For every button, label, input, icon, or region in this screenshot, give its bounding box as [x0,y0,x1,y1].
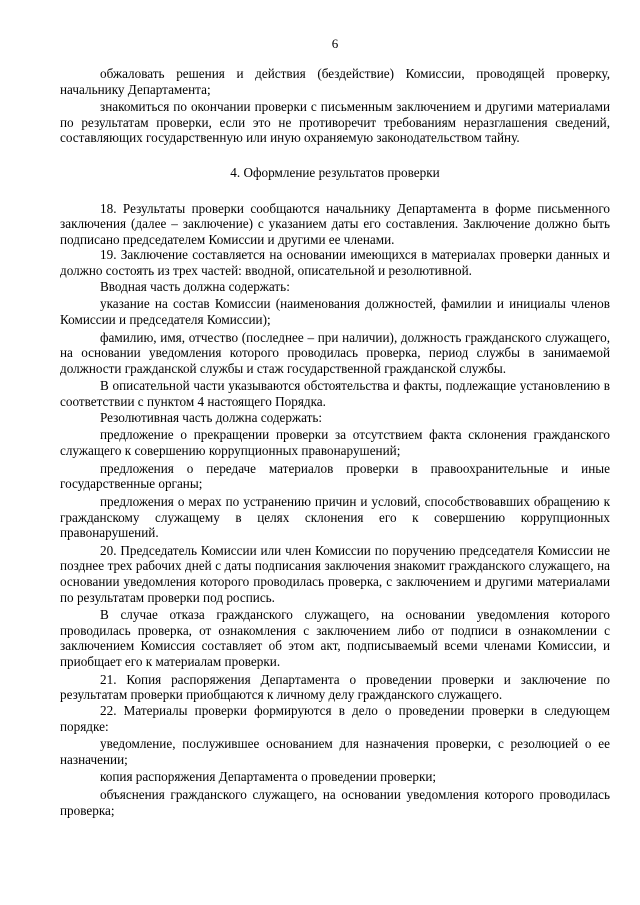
paragraph-transfer-proposal: предложения о передаче материалов проверки в правоохранительные и иные государственные органы; [60,460,610,492]
paragraph-18: 18. Результаты проверки сообщаются начальнику Департамента в форме письменного заключения (далее – заключение) с указанием даты его составления. Заключение должно быть подписано председателем Комиссии и другими ее членами. [60,200,610,247]
section-heading: 4. Оформление результатов проверки [230,165,440,181]
paragraph-19: 19. Заключение составляется на основании имеющихся в материалах проверки данных и должно состоять из трех частей: вводной, описательной и резолютивной. [60,247,610,279]
paragraph-22: 22. Материалы проверки формируются в дело о проведении проверки в следующем порядке: [60,702,610,734]
document-page [60,36,610,818]
paragraph-termination-proposal: предложение о прекращении проверки за отсутствием факта склонения гражданского служащего к совершению коррупционных правонарушений; [60,427,610,458]
paragraph-order-copy-item: копия распоряжения Департамента о проведении проверки; [100,769,437,785]
paragraph-intro-part: Вводная часть должна содержать: [100,278,290,294]
paragraph-appeal-right: обжаловать решения и действия (бездействие) Комиссии, проводящей проверку, начальнику Департамента; [60,66,610,97]
paragraph-employee-details: фамилию, имя, отчество (последнее – при наличии), должность гражданского служащего, на основании уведомления которого проводилась проверка, период службы в занимаемой должности гражданской службы и стаж государственной гражданской службы. [60,329,610,376]
paragraph-descriptive-part: В описательной части указываются обстоятельства и факты, подлежащие установлению в соответствии с пунктом 4 настоящего Порядка. [60,378,610,410]
paragraph-measures-proposal: предложения о мерах по устранению причин и условий, способствовавших обращению к гражданскому служащему в целях склонения его к совершению коррупционных правонарушений. [60,493,610,541]
paragraph-notification-item: уведомление, послужившее основанием для назначения проверки, с резолюцией о ее назначении; [60,736,610,767]
paragraph-21: 21. Копия распоряжения Департамента о проведении проверки и заключение по результатам проверки приобщаются к личному делу гражданского служащего. [60,671,610,703]
paragraph-review-right: знакомиться по окончании проверки с письменным заключением и другими материалами по результатам проверки, если это не противоречит требованиям неразглашения сведений, составляющих государственную или иную охраняемую законодательством тайну. [60,99,610,146]
paragraph-refusal-case: В случае отказа гражданского служащего, на основании уведомления которого проводилась проверка, от ознакомления с заключением либо от подписи в ознакомлении с заключением Комиссия составляет об этом акт, подписываемый всеми членами Комиссии, и приобщает его к материалам проверки. [60,607,610,670]
paragraph-resolution-part: Резолютивная часть должна содержать: [100,409,323,425]
page-number: 6 [331,36,339,51]
paragraph-20: 20. Председатель Комиссии или член Комиссии по поручению председателя Комиссии не позднее трех рабочих дней с даты подписания заключения знакомит гражданского служащего, на основании уведомления которого проводилась проверка, с заключением и другими материалами по результатам проверки под роспись. [60,542,610,605]
paragraph-explanations-item: объяснения гражданского служащего, на основании уведомления которого проводилась проверка; [60,787,610,818]
paragraph-commission-composition: указание на состав Комиссии (наименования должностей, фамилии и инициалы членов Комиссии и председателя Комиссии); [60,296,610,327]
